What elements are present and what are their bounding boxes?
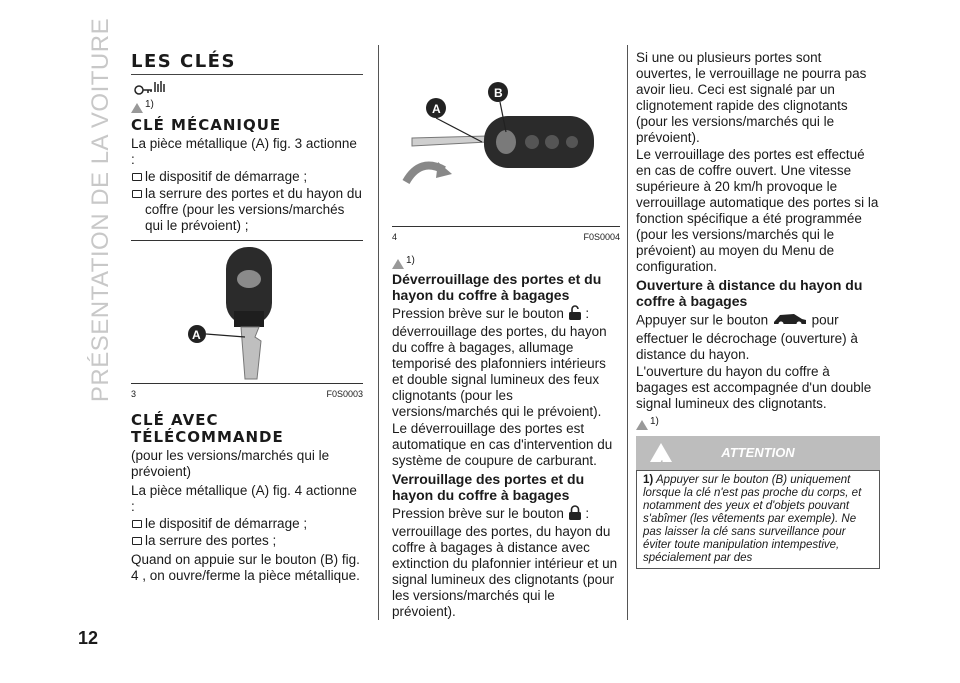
list-item: la serrure des portes et du hayon du coffre (pour les versions/marchés qui le prévoient) ; (131, 186, 363, 234)
paragraph: Pression brève sur le bouton : déverrouillage des portes, du hayon du coffre à bagages, allumage temporisé des plafonniers intérieurs et double signal lumineux des feux clignotants (pour les versions/marchés qui le prévoient). (392, 306, 607, 419)
warning-triangle-icon (131, 103, 143, 113)
paragraph: (pour les versions/marchés qui le prévoient) (131, 448, 330, 479)
warning-triangle-icon (392, 259, 404, 269)
lock-icon (568, 505, 582, 524)
figure-label-a: A (192, 328, 201, 342)
paragraph: Le déverrouillage des portes est automatique en cas d'intervention du système de coupure de carburant. (392, 421, 613, 468)
section-side-title: PRÉSENTATION DE LA VOITURE (87, 17, 114, 403)
column-1 (131, 48, 363, 585)
section-heading: CLÉ AVEC TÉLÉCOMMANDE (131, 411, 284, 446)
figure-label-b: B (494, 86, 503, 100)
warning-reference: 1) (392, 253, 620, 269)
column-2 (392, 48, 620, 621)
column-3 (636, 50, 880, 569)
section-heading: Verrouillage des portes et du hayon du coffre à bagages (392, 471, 585, 503)
paragraph: Appuyer sur le bouton pour effectuer le décrochage (ouverture) à distance du hayon. (636, 312, 858, 362)
figure-4 (392, 62, 620, 224)
warning-reference: 1) (636, 414, 880, 430)
paragraph: Pression brève sur le bouton : verrouillage des portes, du hayon du coffre à bagages à distance avec extinction du plafonnier intérieur et un signal lumineux des clignotants (pour les versions/marchés qui le prévoient). (392, 506, 618, 619)
page-title: LES CLÉS (131, 54, 363, 75)
list-item: le dispositif de démarrage ; (131, 516, 363, 532)
attention-box-header: ! ATTENTION (636, 436, 880, 470)
warning-triangle-icon (636, 420, 648, 430)
warning-reference: 1) (131, 97, 363, 113)
figure-caption: 4 F0S0004 (392, 226, 620, 245)
page-number: 12 (78, 628, 99, 648)
unlock-icon (568, 305, 582, 324)
key-symbol-icon (133, 79, 363, 95)
figure-label-a: A (432, 102, 441, 116)
list-item: la serrure des portes ; (131, 533, 363, 549)
figure-caption: 3 F0S0003 (131, 383, 363, 402)
remote-key-illustration (392, 62, 620, 224)
paragraph: Si une ou plusieurs portes sont ouvertes, le verrouillage ne pourra pas avoir lieu. Ceci est signalé par un clignotement rapide des clignotants (pour les versions/marchés qui le prévoient). (636, 50, 867, 145)
mechanical-key-illustration (131, 241, 363, 381)
attention-box-body: 1) Appuyer sur le bouton (B) uniquement lorsque la clé n'est pas proche du corps, et notamment des yeux et d'objets pouvant s'abîmer (les vêtements par exemple). Ne pas laisser la clé sans surveillance pour éviter toute manipulation intempestive, spécialement par des (636, 470, 880, 569)
column-divider (378, 45, 379, 620)
paragraph: La pièce métallique (A) fig. 4 actionne : (131, 483, 357, 514)
section-heading: CLÉ MÉCANIQUE (131, 116, 282, 134)
paragraph: L'ouverture du hayon du coffre à bagages est accompagnée d'un double signal lumineux des clignotants. (636, 364, 872, 411)
section-heading: Ouverture à distance du hayon du coffre à bagages (636, 277, 863, 309)
figure-3 (131, 241, 363, 381)
section-heading: Déverrouillage des portes et du hayon du coffre à bagages (392, 271, 602, 303)
list-item: le dispositif de démarrage ; (131, 169, 363, 185)
car-trunk-icon (772, 311, 808, 331)
paragraph: Quand on appuie sur le bouton (B) fig. 4 , on ouvre/ferme la pièce métallique. (131, 552, 360, 583)
paragraph: Le verrouillage des portes est effectué en cas de coffre ouvert. Une vitesse supérieure à 20 km/h provoque le verrouillage automatique des portes si la fonction spécifique a été programmée (pour les versions/marchés qui le prévoient) au moyen du Menu de configuration. (636, 147, 879, 274)
column-divider (627, 45, 628, 620)
paragraph: La pièce métallique (A) fig. 3 actionne : (131, 136, 357, 167)
